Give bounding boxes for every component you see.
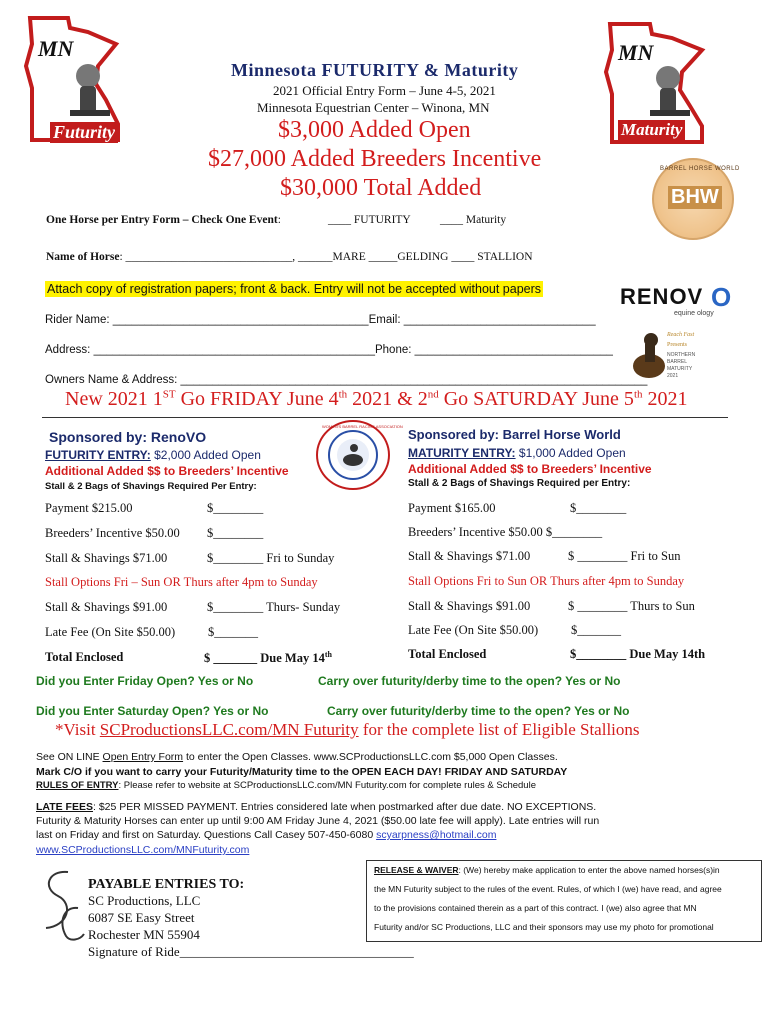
bhw-text: BHW <box>668 186 722 209</box>
note1-c: to enter the Open Classes. www.SCProductionsLLC.com $5,000 Open Classes. <box>183 751 558 763</box>
website-link[interactable]: www.SCProductionsLLC.com/MNFuturity.com <box>36 844 250 856</box>
sc-logo <box>28 866 88 946</box>
open-entry-form-link[interactable]: Open Entry Form <box>102 751 184 763</box>
renovo-text: RENOV <box>620 284 704 309</box>
visit-b: for the complete list of Eligible Stallions <box>358 720 640 739</box>
right-additional: Additional Added $$ to Breeders’ Incentive <box>408 462 652 476</box>
futurity-small-1: Reach Fast <box>667 332 695 338</box>
question-friday-open[interactable]: Did you Enter Friday Open? Yes or No <box>36 674 254 688</box>
payable-line1: SC Productions, LLC <box>88 893 201 908</box>
horse-name-field[interactable]: : _____________________________, ______MARE _____GELDING ____ STALLION <box>119 251 533 263</box>
logo-left-bottom: Futurity <box>50 122 118 143</box>
logo-right-bottom: Maturity <box>618 120 685 140</box>
go-b-sup: th <box>338 388 348 401</box>
total-added: $30,000 Total Added <box>280 175 482 201</box>
go-c: 2021 & 2 <box>347 388 428 410</box>
left-stall-note: Stall & 2 Bags of Shavings Required Per Entry: <box>45 481 257 492</box>
right-stall2: Stall & Shavings $91.00 <box>408 599 531 613</box>
go-c-sup: nd <box>427 388 439 401</box>
right-payment: Payment $165.00 <box>408 501 496 515</box>
left-breeders-field[interactable]: $________ <box>207 526 264 540</box>
late-fees-label: LATE FEES <box>36 801 93 813</box>
maturity-entry <box>408 446 626 460</box>
left-stall1-field[interactable]: $________ Fri to Sunday <box>207 551 335 565</box>
release-waiver-box <box>366 860 762 942</box>
maturity-entry-label: MATURITY ENTRY: <box>408 446 516 460</box>
right-late-fee-field[interactable]: $_______ <box>571 623 621 637</box>
payable-title: PAYABLE ENTRIES TO: <box>88 877 245 892</box>
signature-field[interactable]: Signature of Ride____________________________________ <box>88 944 414 959</box>
right-total: Total Enclosed <box>408 647 487 661</box>
release-t1: : (We) hereby make application to enter the above named horses(s)in <box>458 865 720 875</box>
note-late-fees <box>36 801 596 813</box>
right-stall2-field[interactable]: $ ________ Thurs to Sun <box>568 599 695 613</box>
question-friday-carry[interactable]: Carry over futurity/derby time to the open? Yes or No <box>318 674 621 688</box>
left-late-fee-field[interactable]: $_______ <box>208 625 258 639</box>
page-title: Minnesota FUTURITY & Maturity <box>231 60 519 80</box>
futurity-entry-value: $2,000 Added Open <box>150 448 261 462</box>
visit-link[interactable]: SCProductionsLLC.com/MN Futurity <box>99 720 359 739</box>
email-link[interactable]: scyarpness@hotmail.com <box>376 829 497 841</box>
left-payment: Payment $215.00 <box>45 501 133 515</box>
go-e: 2021 <box>642 388 688 410</box>
left-late-fee: Late Fee (On Site $50.00) <box>45 625 176 639</box>
right-stall1-field[interactable]: $ ________ Fri to Sun <box>568 549 681 563</box>
event-futurity-field[interactable]: ____ FUTURITY <box>328 214 411 226</box>
address-phone-row[interactable]: Address: ____________________________________________Phone: _______________________________ <box>45 344 613 356</box>
rules-text: : Please refer to website at SCProductionsLLC.com/MN Futurity.com for complete rules & Schedule <box>118 780 536 791</box>
attach-papers-note: Attach copy of registration papers; front & back. Entry will not be accepted without papers <box>47 282 542 296</box>
futurity-small-5: MATURITY <box>667 366 693 372</box>
header-line2: Minnesota Equestrian Center – Winona, MN <box>257 100 490 115</box>
right-total-field[interactable]: $________ Due May 14th <box>570 647 706 661</box>
event-colon: : <box>277 214 281 226</box>
note-late-entries: Futurity & Maturity Horses can enter up until 9:00 AM Friday June 4, 2021 ($50.00 late fee will apply). Late entries will run <box>36 815 600 827</box>
futurity-small-3: NORTHERN <box>667 352 696 358</box>
go-dates-banner <box>65 388 688 411</box>
release-label: RELEASE & WAIVER <box>374 865 459 875</box>
late-fees-text: : $25 PER MISSED PAYMENT. Entries considered late when postmarked after due date. NO EXCEPTIONS. <box>92 801 597 813</box>
maturity-entry-value: $1,000 Added Open <box>515 446 626 460</box>
futurity-small-4: BARREL <box>667 359 688 365</box>
visit-a: *Visit <box>55 720 100 739</box>
right-late-fee: Late Fee (On Site $50.00) <box>408 623 539 637</box>
release-line1 <box>374 865 720 875</box>
horse-label: Name of Horse <box>46 251 120 263</box>
header-line1: 2021 Official Entry Form – June 4-5, 2021 <box>273 83 496 98</box>
note-mark-co: Mark C/O if you want to carry your Futurity/Maturity time to the OPEN EACH DAY! FRIDAY AND SATURDAY <box>36 766 568 778</box>
logo-left-top: MN <box>38 36 74 61</box>
left-stall2: Stall & Shavings $91.00 <box>45 600 168 614</box>
visit-stallions <box>55 720 640 740</box>
left-total-field[interactable] <box>204 650 332 666</box>
wba-logo <box>316 420 403 490</box>
left-additional: Additional Added $$ to Breeders’ Incentive <box>45 464 289 478</box>
note-rules <box>36 780 536 791</box>
left-payment-field[interactable]: $________ <box>207 501 264 515</box>
renovo-sub: equine ology <box>674 310 714 317</box>
wba-ring-text: WOMEN'S BARREL RACING ASSOCIATION <box>322 424 403 429</box>
logo-right-top: MN <box>618 40 654 65</box>
divider-line <box>42 417 728 418</box>
event-label-text: One Horse per Entry Form – Check One Event <box>46 214 278 226</box>
go-b: Go FRIDAY June 4 <box>175 388 339 410</box>
right-stall-options: Stall Options Fri to Sun OR Thurs after 4pm to Sunday <box>408 574 685 588</box>
rules-label: RULES OF ENTRY <box>36 780 119 791</box>
horse-name-row <box>46 251 533 263</box>
right-breeders[interactable]: Breeders’ Incentive $50.00 $________ <box>408 525 603 539</box>
go-a-sup: ST <box>162 388 176 401</box>
futurity-small-6: 2021 <box>667 373 679 379</box>
futurity-entry-label: FUTURITY ENTRY: <box>45 448 151 462</box>
question-saturday-carry[interactable]: Carry over futurity/derby time to the open? Yes or No <box>327 704 630 718</box>
right-payment-field[interactable]: $________ <box>570 501 627 515</box>
note-open-entry <box>36 751 558 763</box>
left-total: Total Enclosed <box>45 650 124 664</box>
sc-script-icon <box>28 866 88 946</box>
futurity-small-2: Presents <box>667 342 687 348</box>
left-stall-options: Stall Options Fri – Sun OR Thurs after 4pm to Sunday <box>45 575 318 589</box>
left-stall1: Stall & Shavings $71.00 <box>45 551 168 565</box>
release-line2: the MN Futurity subject to the rules of the event. Rules, of which I (we) have read, and agree <box>374 884 722 894</box>
release-line3: to the provisions contained therein as a part of this contract. I (we) also agree that MN <box>374 903 697 913</box>
go-a: New 2021 1 <box>65 388 163 410</box>
event-maturity-field[interactable]: ____ Maturity <box>440 214 507 226</box>
added-open: $3,000 Added Open <box>278 117 471 143</box>
rider-email-row[interactable]: Rider Name: ________________________________________Email: ______________________________ <box>45 314 596 326</box>
bhw-logo <box>652 158 740 240</box>
right-sponsor: Sponsored by: Barrel Horse World <box>408 427 621 442</box>
note6-a: last on Friday and first on Saturday. Questions Call Casey 507-450-6080 <box>36 829 377 841</box>
note-questions <box>36 829 496 841</box>
event-label <box>46 214 281 226</box>
mn-futurity-logo <box>18 14 128 144</box>
question-saturday-open[interactable]: Did you Enter Saturday Open? Yes or No <box>36 704 269 718</box>
left-total-blank: $ _______ Due May 14 <box>204 651 325 666</box>
payable-line2: 6087 SE Easy Street <box>88 910 195 925</box>
left-breeders: Breeders’ Incentive $50.00 <box>45 526 180 540</box>
left-stall2-field[interactable]: $________ Thurs- Sunday <box>207 600 341 614</box>
bhw-ring-text: BARREL HORSE WORLD <box>660 166 740 172</box>
owners-row[interactable]: Owners Name & Address: _________________________________________________________________________ <box>45 374 648 386</box>
right-stall1: Stall & Shavings $71.00 <box>408 549 531 563</box>
renovo-o: O <box>711 282 732 312</box>
go-d-sup: th <box>633 388 643 401</box>
added-breeders: $27,000 Added Breeders Incentive <box>208 146 542 172</box>
left-total-sup: th <box>324 650 332 659</box>
payable-line3: Rochester MN 55904 <box>88 927 200 942</box>
go-d: Go SATURDAY June 5 <box>438 388 634 410</box>
mn-maturity-logo <box>598 20 713 150</box>
barrel-racer-icon <box>318 422 388 488</box>
right-stall-note: Stall & 2 Bags of Shavings Required per Entry: <box>408 478 631 489</box>
renovo-logo <box>620 282 740 322</box>
left-sponsor: Sponsored by: RenoVO <box>49 429 207 445</box>
futurity-entry <box>45 448 261 462</box>
release-line4: Futurity and/or SC Productions, LLC and their sponsors may use my photo for promotional <box>374 922 714 932</box>
note1-a: See ON LINE <box>36 751 103 763</box>
